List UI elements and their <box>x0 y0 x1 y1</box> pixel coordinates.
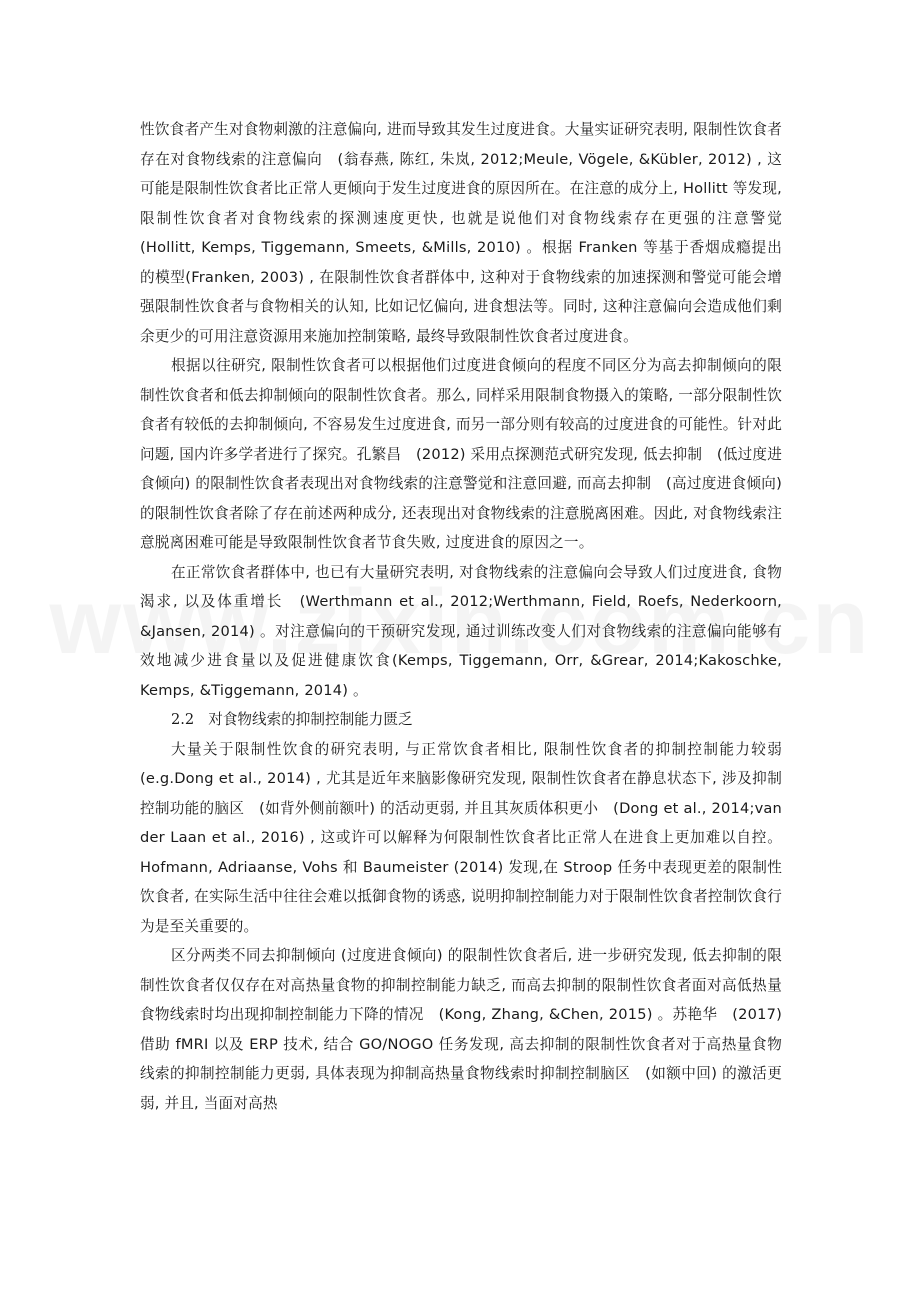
paragraph-5: 区分两类不同去抑制倾向 (过度进食倾向) 的限制性饮食者后, 进一步研究发现, 低去抑制的限制性饮食者仅仅存在对高热量食物的抑制控制能力缺乏, 而高去抑制的限制性饮食者面对高低热量食物线索时均出现抑制控制能力下降的情况 (Kong, Zhang, &Chen, 2015) 。苏艳华 (2017) 借助 fMRI 以及 ERP 技术, 结合 GO/NOGO 任务发现, 高去抑制的限制性饮食者对于高热量食物线索的抑制控制能力更弱, 具体表现为抑制高热量食物线索时抑制控制脑区 (如额中回) 的激活更弱, 并且, 当面对高热 <box>140 947 782 1112</box>
section-heading <box>140 705 782 735</box>
paragraph-4: 大量关于限制性饮食的研究表明, 与正常饮食者相比, 限制性饮食者的抑制控制能力较弱 (e.g.Dong et al., 2014) , 尤其是近年来脑影像研究发现, 限制性饮食者在静息状态下, 涉及抑制控制功能的脑区 (如背外侧前额叶) 的活动更弱, 并且其灰质体积更小 (Dong et al., 2014;van der Laan et al., 2016) , 这或许可以解释为何限制性饮食者比正常人在进食上更加难以自控。Hofmann, Adriaanse, Vohs 和 Baumeister (2014) 发现,在 Stroop 任务中表现更差的限制性饮食者, 在实际生活中往往会难以抵御食物的诱惑, 说明抑制控制能力对于限制性饮食者控制饮食行为是至关重要的。 <box>140 740 797 935</box>
paragraph-2: 根据以往研究, 限制性饮食者可以根据他们过度进食倾向的程度不同区分为高去抑制倾向的限制性饮食者和低去抑制倾向的限制性饮食者。那么, 同样采用限制食物摄入的策略, 一部分限制性饮食者有较低的去抑制倾向, 不容易发生过度进食, 而另一部分则有较高的过度进食的可能性。针对此问题, 国内许多学者进行了探究。孔繁昌 (2012) 采用点探测范式研究发现, 低去抑制 (低过度进食倾向) 的限制性饮食者表现出对食物线索的注意警觉和注意回避, 而高去抑制 (高过度进食倾向) 的限制性饮食者除了存在前述两种成分, 还表现出对食物线索的注意脱离困难。因此, 对食物线索注意脱离困难可能是导致限制性饮食者节食失败, 过度进食的原因之一。 <box>140 357 782 551</box>
section-title: 对食物线索的抑制控制能力匮乏 <box>208 711 413 728</box>
body-text <box>140 115 797 1118</box>
paragraph-3: 在正常饮食者群体中, 也已有大量研究表明, 对食物线索的注意偏向会导致人们过度进食, 食物渴求, 以及体重增长 (Werthmann et al., 2012;Werthmann, Field, Roefs, Nederkoorn, &Jansen, 2014) 。对注意偏向的干预研究发现, 通过训练改变人们对食物线索的注意偏向能够有效地减少进食量以及促进健康饮食(Kemps, Tiggemann, Orr, &Grear, 2014;Kakoschke, Kemps, &Tiggemann, 2014) 。 <box>140 563 782 699</box>
paragraph-1: 性饮食者产生对食物刺激的注意偏向, 进而导致其发生过度进食。大量实证研究表明, 限制性饮食者存在对食物线索的注意偏向 (翁春燕, 陈红, 朱岚, 2012;Meule, Vögele, &Kübler, 2012) , 这可能是限制性饮食者比正常人更倾向于发生过度进食的原因所在。在注意的成分上, Hollitt 等发现, 限制性饮食者对食物线索的探测速度更快, 也就是说他们对食物线索存在更强的注意警觉 (Hollitt, Kemps, Tiggemann, Smeets, &Mills, 2010) 。根据 Franken 等基于香烟成瘾提出的模型(Franken, 2003) , 在限制性饮食者群体中, 这种对于食物线索的加速探测和警觉可能会增强限制性饮食者与食物相关的认知, 比如记忆偏向, 进食想法等。同时, 这种注意偏向会造成他们剩余更少的可用注意资源用来施加控制策略, 最终导致限制性饮食者过度进食。 <box>140 121 797 345</box>
section-number: 2.2 <box>171 711 195 728</box>
